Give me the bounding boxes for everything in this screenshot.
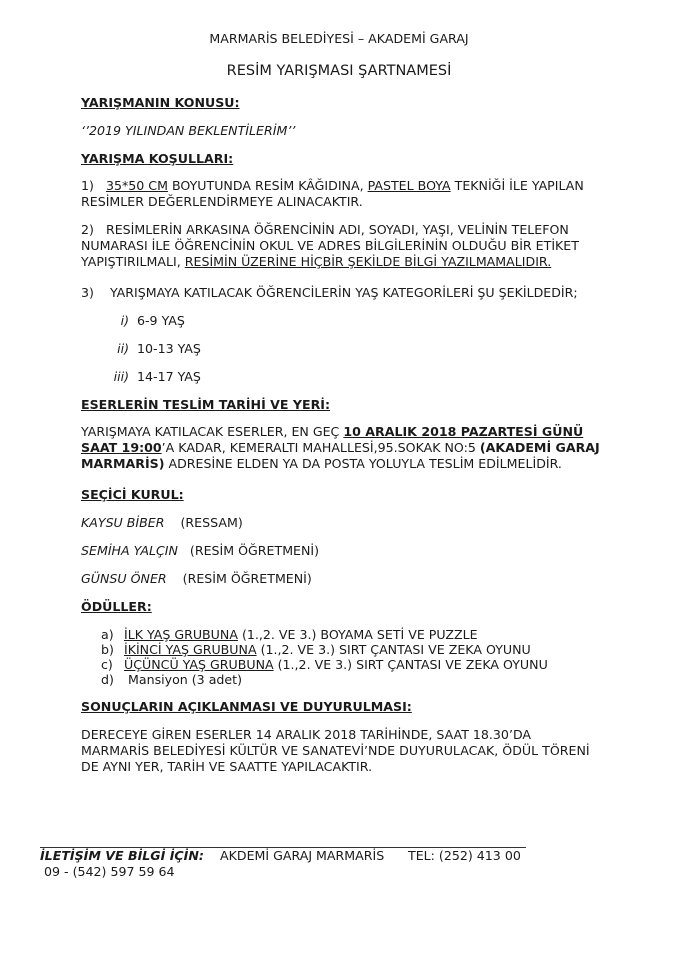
technique: PASTEL BOYA bbox=[367, 178, 451, 193]
list-marker: d) bbox=[101, 672, 114, 687]
age-group-item bbox=[101, 369, 201, 385]
results-text: DERECEYE GİREN ESERLER 14 ARALIK 2018 TARİHİNDE, SAAT 18.30’DA MARMARİS BELEDİYESİ KÜLTÜR VE SANATEVİ’NDE DUYURULACAK, ÖDÜL TÖRENİ DE AYNI YER, TARİH VE SAATTE YAPILACAKTIR. bbox=[81, 727, 590, 774]
awards-heading: ÖDÜLLER: bbox=[81, 599, 152, 614]
delivery-text-part: ’A KADAR, KEMERALTI MAHALLESİ,95.SOKAK NO:5 bbox=[161, 440, 480, 455]
condition-warning: RESİMİN ÜZERİNE HİÇBİR ŞEKİLDE BİLGİ YAZILMAMALIDIR. bbox=[184, 254, 552, 269]
jury-heading: SEÇİCİ KURUL: bbox=[81, 487, 184, 502]
document-title: RESİM YARIŞMASI ŞARTNAMESİ bbox=[226, 63, 452, 79]
jury-member bbox=[81, 515, 243, 531]
condition-number: 3) bbox=[81, 285, 94, 300]
conditions-heading: YARIŞMA KOŞULLARI: bbox=[81, 151, 234, 166]
award-group: İLK YAŞ GRUBUNA bbox=[124, 627, 238, 642]
award-item bbox=[101, 672, 242, 688]
condition-number: 1) bbox=[81, 178, 94, 193]
award-prize: Mansiyon (3 adet) bbox=[124, 672, 243, 687]
jury-member-role: (RESİM ÖĞRETMENİ) bbox=[182, 571, 312, 586]
footer-phone: TEL: (252) 413 00 bbox=[408, 848, 521, 863]
condition-item-1 bbox=[81, 178, 601, 210]
condition-text: TEKNİĞİ İLE YAPILAN RESİMLER DEĞERLENDİRMEYE ALINACAKTIR. bbox=[81, 178, 584, 209]
topic-heading: YARIŞMANIN KONUSU: bbox=[81, 95, 240, 110]
age-group-item bbox=[101, 341, 201, 357]
award-prize: (1.,2. VE 3.) BOYAMA SETİ VE PUZZLE bbox=[237, 627, 478, 642]
age-group-label: 6-9 YAŞ bbox=[137, 313, 185, 328]
condition-text: YARIŞMAYA KATILACAK ÖĞRENCİLERİN YAŞ KATEGORİLERİ ŞU ŞEKİLDEDİR; bbox=[109, 285, 578, 300]
list-marker: i) bbox=[120, 313, 129, 328]
delivery-text bbox=[81, 424, 601, 472]
results-heading: SONUÇLARIN AÇIKLANMASI VE DUYURULMASI: bbox=[81, 699, 412, 714]
jury-member-name: GÜNSU ÖNER bbox=[81, 571, 167, 586]
award-prize: (1.,2. VE 3.) SIRT ÇANTASI VE ZEKA OYUNU bbox=[256, 642, 531, 657]
topic-text: ‘’2019 YILINDAN BEKLENTİLERİM’’ bbox=[81, 123, 296, 138]
footer-org: AKDEMİ GARAJ MARMARİS bbox=[220, 848, 385, 863]
list-marker: c) bbox=[101, 657, 113, 672]
jury-member-name: SEMİHA YALÇIN bbox=[81, 543, 178, 558]
condition-text: BOYUTUNDA RESİM KÂĞIDINA, bbox=[167, 178, 368, 193]
award-prize: (1.,2. VE 3.) SIRT ÇANTASI VE ZEKA OYUNU bbox=[273, 657, 548, 672]
jury-member bbox=[81, 543, 319, 559]
delivery-deadline: 10 ARALIK 2018 PAZARTESİ GÜNÜ SAAT 19:00 bbox=[81, 424, 584, 455]
award-item bbox=[101, 657, 548, 673]
jury-member-name: KAYSU BİBER bbox=[81, 515, 165, 530]
delivery-text-part: YARIŞMAYA KATILACAK ESERLER, EN GEÇ bbox=[81, 424, 344, 439]
jury-member bbox=[81, 571, 312, 587]
delivery-heading: ESERLERİN TESLİM TARİHİ VE YERİ: bbox=[81, 397, 331, 412]
award-item bbox=[101, 627, 478, 643]
list-marker: a) bbox=[101, 627, 114, 642]
award-group: ÜÇÜNCÜ YAŞ GRUBUNA bbox=[124, 657, 274, 672]
condition-item-3 bbox=[81, 285, 601, 301]
paper-size: 35*50 CM bbox=[105, 178, 168, 193]
list-marker: iii) bbox=[113, 369, 129, 384]
condition-text: RESİMLERİN ARKASINA ÖĞRENCİNİN ADI, SOYADI, YAŞI, VELİNİN TELEFON NUMARASI İLE ÖĞRENCİNİN OKUL VE ADRES BİLGİLERİNİN OLDUĞU BİR ETİKET YAPIŞTIRILMALI, bbox=[81, 222, 579, 269]
award-group: İKİNCİ YAŞ GRUBUNA bbox=[124, 642, 257, 657]
condition-item-2 bbox=[81, 222, 601, 270]
delivery-text-part: ADRESİNE ELDEN YA DA POSTA YOLUYLA TESLİM EDİLMELİDİR. bbox=[164, 456, 562, 471]
age-group-label: 10-13 YAŞ bbox=[137, 341, 201, 356]
footer-label: İLETİŞİM VE BİLGİ İÇİN: bbox=[40, 848, 204, 863]
award-item bbox=[101, 642, 531, 658]
list-marker: ii) bbox=[117, 341, 129, 356]
footer-phone-2: 09 - (542) 597 59 64 bbox=[44, 864, 175, 879]
age-group-item bbox=[101, 313, 185, 329]
jury-member-role: (RESİM ÖĞRETMENİ) bbox=[189, 543, 320, 558]
jury-member-role: (RESSAM) bbox=[180, 515, 243, 530]
org-header: MARMARİS BELEDİYESİ – AKADEMİ GARAJ bbox=[209, 31, 469, 46]
age-group-label: 14-17 YAŞ bbox=[137, 369, 201, 384]
list-marker: b) bbox=[101, 642, 114, 657]
delivery-place: (AKADEMİ GARAJ MARMARİS) bbox=[81, 440, 600, 471]
condition-number: 2) bbox=[81, 222, 94, 237]
